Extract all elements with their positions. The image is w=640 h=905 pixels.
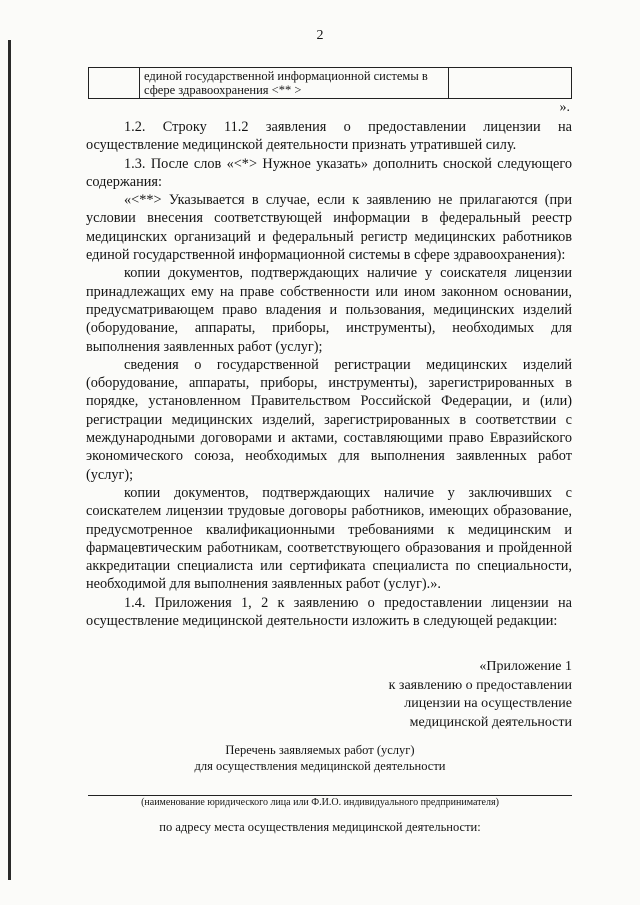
table-cell-line: сфере здравоохранения <** >: [144, 83, 302, 97]
appendix-heading: [332, 658, 572, 732]
document-body: [86, 118, 572, 630]
table-row: [89, 68, 572, 99]
table-cell-number: [89, 68, 140, 99]
appendix-line: лицензии на осуществление: [404, 696, 572, 711]
list-title-line: Перечень заявляемых работ (услуг): [225, 743, 415, 757]
appendix-line: к заявлению о предоставлении: [388, 677, 572, 693]
page-number: 2: [316, 28, 324, 43]
paragraph-copies-staff: копии документов, подтверждающих наличие у заключивших с соискателем лицензии трудовые договоры работников, имеющих образование, предусмотренное квалификационными требованиями к медицинским и фармацевтическим работникам, соответствующего образования и пройденной аккредитации специалиста или сертификата специалиста по специальности, необходимой для выполнения заявленных работ (услуг).».: [86, 484, 572, 593]
paragraph-footnote: «<**> Указывается в случае, если к заявлению не прилагаются (при условии внесения соответствующей информации в федеральный реестр медицинских организаций и федеральный регистр медицинских работников единой государственной информационной системы в сфере здравоохранения):: [86, 192, 572, 264]
table-cell-line: единой государственной информационной системы в: [144, 69, 428, 83]
name-blank-line: [88, 795, 572, 796]
continuation-table: [88, 67, 572, 99]
paragraph-registration: сведения о государственной регистрации медицинских изделий (оборудование, аппараты, приборы, инструменты), зарегистрированных в порядке, установленном Правительством Российской Федерации, и (или) регистрации медицинских изделий, зарегистрированных в соответствии с международными договорами и актами, составляющими право Евразийского экономического союза, необходимых для выполнения заявленных работ (услуг);: [86, 356, 572, 483]
paragraph-copies-equipment: копии документов, подтверждающих наличие у соискателя лицензии принадлежащих ему на праве собственности или ином законном основании, предусматривающем право владения и пользования, медицинских изделий (оборудование, аппараты, приборы, инструменты), необходимых для выполнения заявленных работ (услуг);: [86, 265, 572, 355]
closing-quote: ».: [559, 100, 570, 115]
table-cell-value: [449, 68, 572, 99]
paragraph-1-3: 1.3. После слов «<*> Нужное указать» дополнить сноской следующего содержания:: [86, 155, 572, 190]
list-title-line: для осуществления медицинской деятельности: [194, 759, 446, 773]
paragraph-1-2: 1.2. Строку 11.2 заявления о предоставлении лицензии на осуществление медицинской деятельности признать утратившей силу.: [86, 119, 572, 154]
list-title: [0, 742, 640, 774]
table-cell-text: [140, 68, 449, 99]
address-line: по адресу места осуществления медицинской деятельности:: [159, 820, 481, 834]
appendix-line: «Приложение 1: [479, 659, 572, 674]
paragraph-1-4: 1.4. Приложения 1, 2 к заявлению о предоставлении лицензии на осуществление медицинской деятельности изложить в следующей редакции:: [86, 594, 572, 630]
name-blank-caption: (наименование юридического лица или Ф.И.О. индивидуального предпринимателя): [141, 797, 499, 808]
appendix-line: медицинской деятельности: [409, 714, 572, 730]
